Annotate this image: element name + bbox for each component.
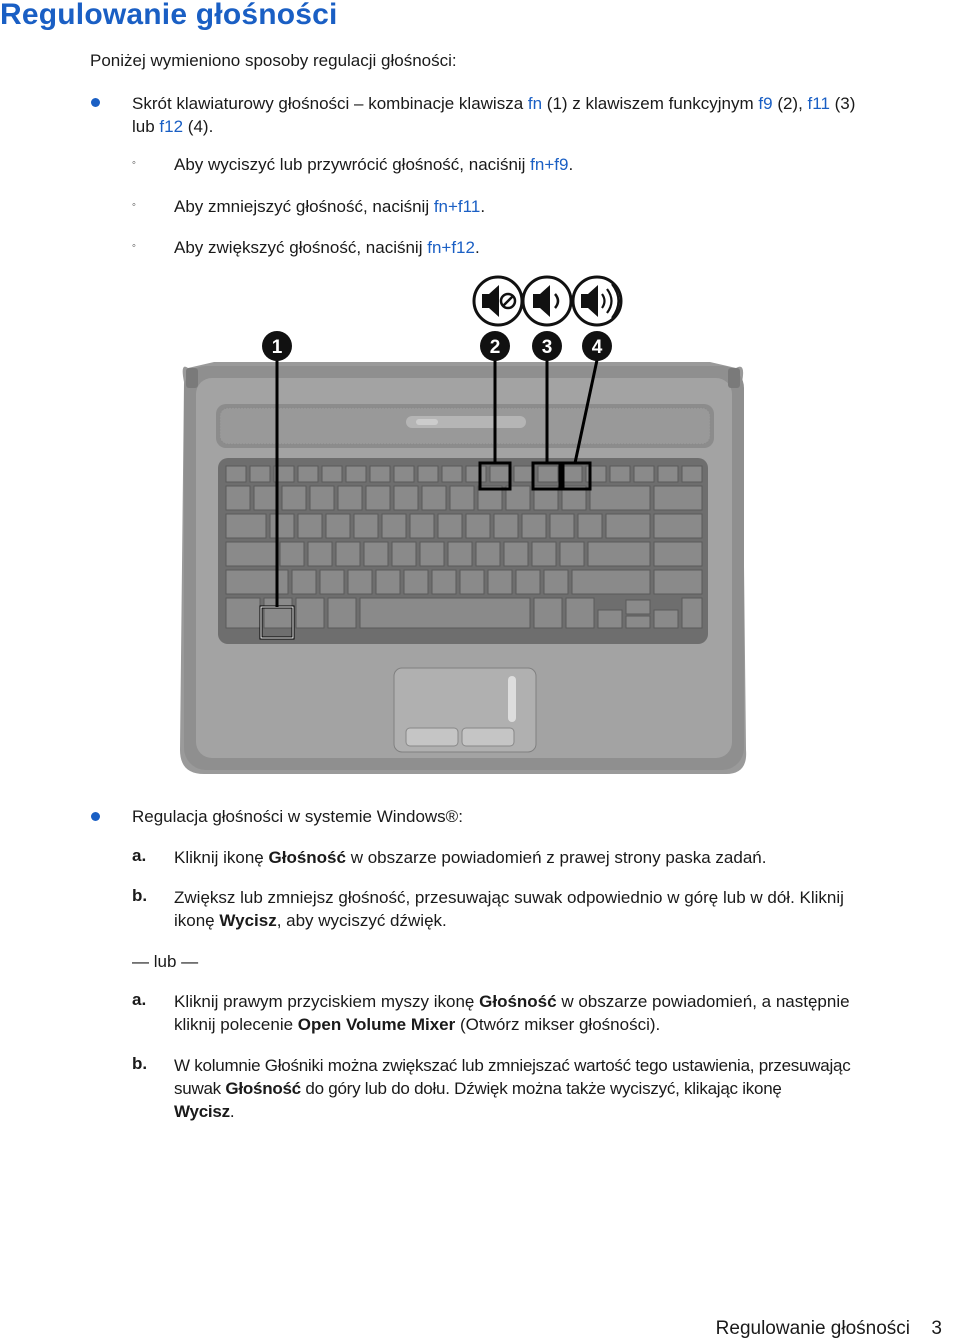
mute-speaker-icon — [474, 277, 522, 325]
page-title: Regulowanie głośności — [0, 0, 338, 31]
subitem-volume-up: Aby zwiększyć głośność, naciśnij fn+f12. — [174, 238, 480, 257]
bullet-icon — [91, 812, 100, 821]
step-label: b. — [132, 886, 148, 905]
callout-4 — [582, 331, 612, 361]
svg-text:2: 2 — [489, 337, 501, 358]
step-b2-text: W kolumnie Głośniki można zwiększać lub zmniejszać wartość tego ustawienia, przesuwając suwak Głośność do góry lub do dołu. Dźwięk można także wyciszyć, klikając ikonę Wycisz. — [174, 1056, 851, 1121]
intro-text: Poniżej wymieniono sposoby regulacji głośności: — [90, 51, 457, 70]
volume-up-speaker-icon — [573, 277, 621, 325]
step-b1-text: Zwiększ lub zmniejsz głośność, przesuwając suwak odpowiednio w górę lub w dół. Kliknij ikonę Wycisz, aby wyciszyć dźwięk. — [174, 888, 844, 930]
bullet-windows-heading: Regulacja głośności w systemie Windows®: — [132, 807, 463, 826]
step-label: a. — [132, 846, 147, 865]
step-a2-text: Kliknij prawym przyciskiem myszy ikonę Głośność w obszarze powiadomień, a następnie kliknij polecenie Open Volume Mixer (Otwórz mikser głośności). — [174, 992, 850, 1034]
bullet-keyboard-shortcut: Skrót klawiaturowy głośności – kombinacje klawisza fn (1) z klawiszem funkcyjnym f9 (2), f11 (3) lub f12 (4). — [132, 94, 856, 136]
subitem-volume-down: Aby zmniejszyć głośność, naciśnij fn+f11. — [174, 197, 486, 216]
key-f12: f12 — [159, 117, 184, 136]
svg-text:3: 3 — [541, 337, 553, 358]
circle-bullet-icon: ◦ — [132, 199, 136, 211]
callout-2 — [480, 331, 510, 361]
step-a1-text: Kliknij ikonę Głośność w obszarze powiadomień z prawej strony paska zadań. — [174, 848, 767, 867]
laptop-keyboard-figure — [170, 270, 760, 785]
circle-bullet-icon: ◦ — [132, 157, 136, 169]
step-label: a. — [132, 990, 147, 1009]
footer-section-title: Regulowanie głośności — [715, 1318, 910, 1339]
key-f9: f9 — [758, 94, 773, 113]
subitem-mute: Aby wyciszyć lub przywrócić głośność, naciśnij fn+f9. — [174, 155, 574, 174]
page-number: 3 — [931, 1318, 942, 1339]
svg-text:4: 4 — [591, 337, 603, 358]
svg-text:1: 1 — [271, 337, 283, 358]
circle-bullet-icon: ◦ — [132, 240, 136, 252]
or-separator: — lub — — [132, 952, 199, 971]
bullet-icon — [91, 98, 100, 107]
key-fn: fn — [527, 94, 543, 113]
key-f11: f11 — [807, 94, 830, 113]
callout-3 — [532, 331, 562, 361]
volume-down-speaker-icon — [523, 277, 571, 325]
callout-1 — [262, 331, 292, 361]
step-label: b. — [132, 1054, 148, 1073]
